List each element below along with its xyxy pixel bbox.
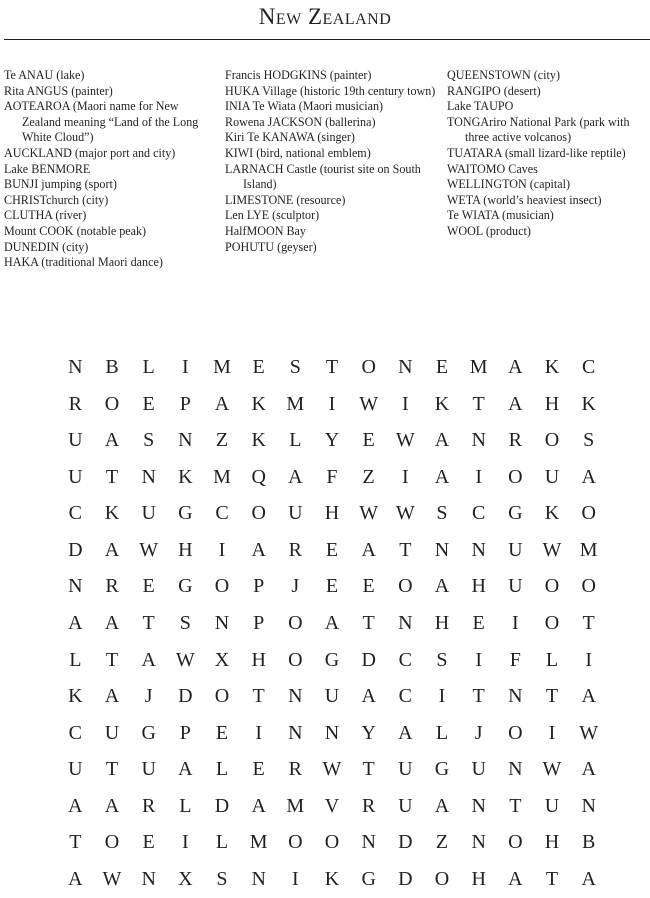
grid-letter: I	[181, 831, 189, 854]
grid-letter: Z	[435, 831, 449, 854]
grid-letter: M	[286, 392, 305, 415]
grid-letter: W	[359, 392, 379, 415]
grid-letter: N	[68, 575, 83, 598]
grid-letter: J	[291, 575, 300, 598]
grid-letter: H	[471, 867, 486, 890]
grid-letter: I	[401, 465, 409, 488]
grid-letter: W	[102, 867, 122, 890]
grid-letter: S	[436, 502, 448, 525]
word-clue: Rita ANGUS (painter)	[4, 83, 113, 98]
grid-letter: G	[178, 502, 193, 525]
grid-letter: W	[175, 648, 195, 671]
word-clue: Te ANAU (lake)	[4, 68, 85, 82]
grid-letter: U	[288, 502, 303, 525]
word-list-column-2	[225, 68, 440, 255]
grid-letter: K	[544, 356, 560, 379]
grid-letter: E	[325, 538, 339, 561]
grid-letter: K	[251, 429, 266, 452]
grid-letter: U	[324, 685, 340, 708]
grid-letter: Y	[324, 429, 340, 452]
word-clue: RANGIPO (desert)	[447, 83, 541, 98]
grid-letter: G	[361, 867, 376, 890]
grid-letter: N	[68, 356, 83, 379]
grid-letter: M	[249, 831, 268, 854]
grid-letter: A	[508, 867, 523, 890]
grid-letter: A	[581, 867, 596, 890]
grid-letter: R	[508, 429, 522, 452]
grid-letter: E	[252, 356, 265, 379]
grid-letter: K	[324, 867, 340, 890]
grid-letter: A	[581, 685, 596, 708]
grid-letter: T	[545, 685, 559, 708]
grid-letter: D	[398, 867, 413, 890]
grid-letter: O	[288, 611, 303, 634]
grid-letter: A	[104, 429, 120, 452]
grid-letter: A	[104, 538, 120, 561]
grid-letter: H	[544, 392, 560, 415]
grid-letter: L	[215, 758, 229, 781]
grid-letter: N	[251, 867, 266, 890]
grid-letter: L	[179, 794, 192, 817]
word-clue: Te WIATA (musician)	[447, 208, 554, 223]
grid-letter: X	[214, 648, 230, 671]
word-clue: TUATARA (small lizard-like reptile)	[447, 145, 626, 160]
grid-letter: T	[509, 794, 522, 817]
word-clue: INIA Te Wiata (Maori musician)	[225, 99, 384, 114]
grid-letter: N	[398, 611, 413, 634]
grid-letter: A	[434, 794, 450, 817]
grid-letter: T	[252, 685, 265, 708]
grid-letter: O	[288, 648, 303, 671]
grid-letter: K	[68, 685, 83, 708]
grid-letter: A	[251, 794, 266, 817]
grid-letter: T	[69, 831, 82, 854]
word-clue: BUNJI jumping (sport)	[4, 177, 117, 192]
grid-letter: A	[361, 538, 376, 561]
grid-letter: E	[325, 575, 339, 598]
grid-letter: S	[289, 356, 301, 379]
grid-letter: A	[434, 429, 450, 452]
grid-letter: A	[68, 794, 83, 817]
grid-letter: L	[142, 356, 155, 379]
word-clue: Len LYE (sculptor)	[225, 208, 320, 223]
grid-letter: A	[104, 794, 120, 817]
page-title: New Zealand	[258, 4, 392, 29]
word-clue: WELLINGTON (capital)	[447, 177, 571, 192]
grid-letter: G	[324, 648, 340, 671]
word-clue: LIMESTONE (resource)	[225, 192, 346, 207]
grid-letter: N	[471, 429, 486, 452]
grid-letter: I	[255, 721, 262, 744]
grid-letter: A	[434, 465, 450, 488]
grid-letter: K	[251, 392, 266, 415]
grid-letter: Y	[361, 721, 376, 744]
grid-letter: B	[581, 831, 596, 854]
word-clue: HalfMOON Bay	[225, 223, 306, 238]
grid-letter: U	[544, 465, 560, 488]
grid-letter: A	[361, 685, 376, 708]
grid-letter: T	[105, 648, 119, 671]
grid-letter: U	[544, 794, 560, 817]
grid-letter: I	[585, 648, 592, 671]
grid-letter: U	[104, 721, 120, 744]
grid-letter: W	[139, 538, 159, 561]
grid-letter: C	[581, 356, 596, 379]
grid-letter: C	[215, 502, 229, 525]
grid-letter: R	[68, 392, 82, 415]
grid-letter: I	[475, 465, 482, 488]
grid-letter: K	[581, 392, 596, 415]
grid-letter: R	[141, 794, 156, 817]
grid-letter: R	[288, 758, 302, 781]
grid-letter: A	[251, 538, 266, 561]
grid-letter: U	[508, 575, 523, 598]
grid-letter: Z	[362, 465, 375, 488]
grid-letter: M	[213, 465, 231, 488]
grid-letter: T	[472, 392, 485, 415]
grid-letter: U	[471, 758, 486, 781]
word-clue: CHRISTchurch (city)	[4, 192, 109, 207]
grid-letter: N	[178, 429, 193, 452]
grid-letter: E	[472, 611, 485, 634]
grid-letter: M	[286, 794, 305, 817]
grid-letter: C	[68, 502, 82, 525]
grid-letter: I	[475, 648, 482, 671]
word-clue: CLUTHA (river)	[4, 208, 87, 223]
grid-letter: T	[472, 685, 485, 708]
grid-letter: O	[214, 685, 230, 708]
grid-letter: N	[471, 538, 486, 561]
grid-letter: I	[548, 721, 556, 744]
grid-letter: H	[434, 611, 450, 634]
grid-letter: J	[474, 721, 483, 744]
grid-letter: A	[288, 465, 303, 488]
grid-letter: I	[401, 392, 409, 415]
grid-letter: E	[142, 831, 155, 854]
grid-letter: W	[359, 502, 379, 525]
grid-letter: Z	[215, 429, 229, 452]
grid-letter: L	[545, 648, 559, 671]
grid-letter: N	[361, 831, 376, 854]
title-divider	[4, 39, 650, 40]
grid-letter: L	[215, 831, 229, 854]
grid-letter: O	[251, 502, 266, 525]
grid-letter: U	[68, 465, 83, 488]
word-clue: WOOL (product)	[447, 223, 531, 238]
grid-letter: L	[289, 429, 302, 452]
grid-letter: K	[104, 502, 120, 525]
grid-letter: A	[581, 465, 596, 488]
grid-letter: C	[398, 648, 412, 671]
grid-letter: A	[508, 356, 523, 379]
grid-letter: J	[144, 685, 153, 708]
grid-letter: N	[288, 685, 303, 708]
grid-letter: G	[434, 758, 450, 781]
word-clue: POHUTU (geyser)	[225, 239, 317, 254]
grid-letter: U	[508, 538, 523, 561]
grid-letter: T	[362, 758, 375, 781]
grid-letter: L	[69, 648, 82, 671]
grid-letter: H	[471, 575, 486, 598]
grid-letter: G	[508, 502, 523, 525]
grid-letter: E	[142, 392, 155, 415]
grid-letter: C	[68, 721, 82, 744]
grid-letter: W	[542, 758, 562, 781]
word-clue: WAITOMO Caves	[447, 161, 538, 176]
grid-letter: W	[579, 721, 599, 744]
grid-letter: T	[582, 611, 595, 634]
grid-letter: A	[141, 648, 156, 671]
grid-letter: O	[544, 611, 560, 634]
grid-letter: A	[68, 867, 83, 890]
grid-letter: E	[215, 721, 229, 744]
grid-letter: K	[178, 465, 193, 488]
word-clue: HAKA (traditional Maori dance)	[4, 255, 163, 270]
grid-letter: O	[434, 867, 450, 890]
grid-letter: D	[214, 794, 230, 817]
grid-letter: N	[141, 867, 156, 890]
grid-letter: L	[435, 721, 449, 744]
grid-letter: A	[324, 611, 340, 634]
grid-letter: N	[581, 794, 596, 817]
grid-letter: I	[328, 392, 336, 415]
grid-letter: H	[178, 538, 193, 561]
grid-letter: N	[434, 538, 450, 561]
word-list-column-1	[4, 68, 219, 271]
grid-letter: R	[105, 575, 119, 598]
word-clue: QUEENSTOWN (city)	[447, 68, 560, 82]
grid-letter: T	[545, 867, 559, 890]
word-clue: Rowena JACKSON (ballerina)	[225, 114, 376, 129]
grid-letter: A	[508, 392, 523, 415]
grid-letter: W	[322, 758, 342, 781]
grid-letter: R	[288, 538, 302, 561]
grid-letter: O	[104, 392, 120, 415]
grid-letter: M	[213, 356, 231, 379]
word-clue: WETA (world’s heaviest insect)	[447, 192, 602, 207]
grid-letter: D	[68, 538, 83, 561]
word-clue: AOTEAROA (Maori name for New Zealand meaning “Land of the Long White Cloud”)	[4, 99, 199, 145]
grid-letter: O	[508, 831, 523, 854]
grid-letter: O	[581, 502, 596, 525]
grid-letter: A	[68, 611, 83, 634]
grid-letter: C	[471, 502, 486, 525]
grid-letter: O	[581, 575, 596, 598]
grid-letter: I	[511, 611, 519, 634]
grid-letter: C	[398, 685, 412, 708]
grid-letter: I	[438, 685, 446, 708]
grid-letter: E	[252, 758, 265, 781]
grid-letter: O	[214, 575, 230, 598]
grid-letter: N	[288, 721, 303, 744]
grid-letter: O	[508, 721, 523, 744]
grid-letter: U	[68, 758, 83, 781]
grid-letter: T	[399, 538, 412, 561]
word-clue: Mount COOK (notable peak)	[4, 223, 147, 238]
grid-letter: O	[361, 356, 376, 379]
grid-letter: U	[141, 502, 156, 525]
grid-letter: H	[324, 502, 340, 525]
grid-letter: S	[436, 648, 448, 671]
grid-letter: E	[362, 429, 375, 452]
grid-letter: H	[544, 831, 560, 854]
grid-letter: H	[251, 648, 266, 671]
grid-letter: W	[395, 429, 415, 452]
word-search-grid	[57, 349, 607, 897]
grid-letter: K	[434, 392, 450, 415]
grid-letter: P	[179, 721, 191, 744]
grid-letter: U	[68, 429, 83, 452]
grid-letter: A	[214, 392, 230, 415]
grid-letter: D	[361, 648, 376, 671]
grid-letter: O	[288, 831, 303, 854]
grid-letter: P	[179, 392, 191, 415]
grid-letter: E	[362, 575, 375, 598]
word-clue: Kiri Te KANAWA (singer)	[225, 130, 355, 145]
word-clue: AUCKLAND (major port and city)	[4, 145, 176, 160]
grid-letter: N	[471, 831, 486, 854]
grid-letter: D	[398, 831, 413, 854]
grid-letter: N	[471, 794, 486, 817]
grid-letter: F	[509, 648, 521, 671]
word-clue: DUNEDIN (city)	[4, 239, 89, 254]
grid-letter: E	[142, 575, 155, 598]
grid-letter: U	[141, 758, 156, 781]
grid-letter: O	[104, 831, 120, 854]
grid-letter: W	[542, 538, 562, 561]
grid-letter: M	[469, 356, 488, 379]
grid-letter: S	[143, 429, 155, 452]
grid-letter: D	[178, 685, 193, 708]
grid-letter: G	[141, 721, 156, 744]
grid-letter: N	[508, 758, 523, 781]
grid-letter: O	[508, 465, 523, 488]
grid-letter: N	[141, 465, 156, 488]
grid-letter: U	[398, 794, 413, 817]
word-clue: HUKA Village (historic 19th century town)	[225, 83, 436, 98]
grid-letter: X	[178, 867, 193, 890]
grid-letter: Q	[251, 465, 266, 488]
grid-letter: T	[105, 465, 119, 488]
grid-letter: O	[324, 831, 340, 854]
grid-letter: A	[178, 758, 193, 781]
grid-letter: G	[178, 575, 193, 598]
grid-letter: A	[434, 575, 450, 598]
grid-letter: I	[218, 538, 226, 561]
grid-letter: U	[398, 758, 413, 781]
grid-letter: O	[544, 575, 560, 598]
grid-letter: A	[104, 685, 120, 708]
grid-letter: I	[181, 356, 189, 379]
word-list-column-3	[447, 68, 650, 240]
grid-letter: I	[291, 867, 299, 890]
word-clue: Francis HODGKINS (painter)	[225, 68, 372, 82]
word-clue: Lake BENMORE	[4, 161, 91, 176]
grid-letter: S	[583, 429, 595, 452]
grid-letter: A	[581, 758, 596, 781]
grid-letter: T	[362, 611, 375, 634]
grid-letter: M	[579, 538, 598, 561]
grid-letter: N	[508, 685, 523, 708]
grid-letter: N	[214, 611, 230, 634]
word-clue: KIWI (bird, national emblem)	[225, 145, 371, 160]
grid-letter: O	[544, 429, 560, 452]
grid-letter: T	[325, 356, 339, 379]
grid-letter: A	[104, 611, 120, 634]
grid-letter: B	[105, 356, 119, 379]
grid-letter: W	[395, 502, 415, 525]
grid-letter: N	[324, 721, 340, 744]
grid-letter: T	[105, 758, 119, 781]
grid-letter: O	[398, 575, 413, 598]
grid-letter: T	[142, 611, 155, 634]
grid-letter: F	[326, 465, 338, 488]
grid-letter: N	[398, 356, 413, 379]
grid-letter: A	[398, 721, 413, 744]
grid-letter: K	[544, 502, 560, 525]
word-clue: Lake TAUPO	[447, 99, 514, 114]
grid-letter: S	[216, 867, 228, 890]
grid-letter: S	[179, 611, 191, 634]
word-clue: TONGAriro National Park (park with three active volcanos)	[447, 114, 630, 145]
word-clue: LARNACH Castle (tourist site on South Island)	[225, 161, 421, 192]
grid-letter: R	[361, 794, 376, 817]
grid-letter: E	[435, 356, 449, 379]
grid-letter: V	[324, 794, 340, 817]
grid-letter: P	[253, 611, 265, 634]
grid-letter: P	[253, 575, 265, 598]
